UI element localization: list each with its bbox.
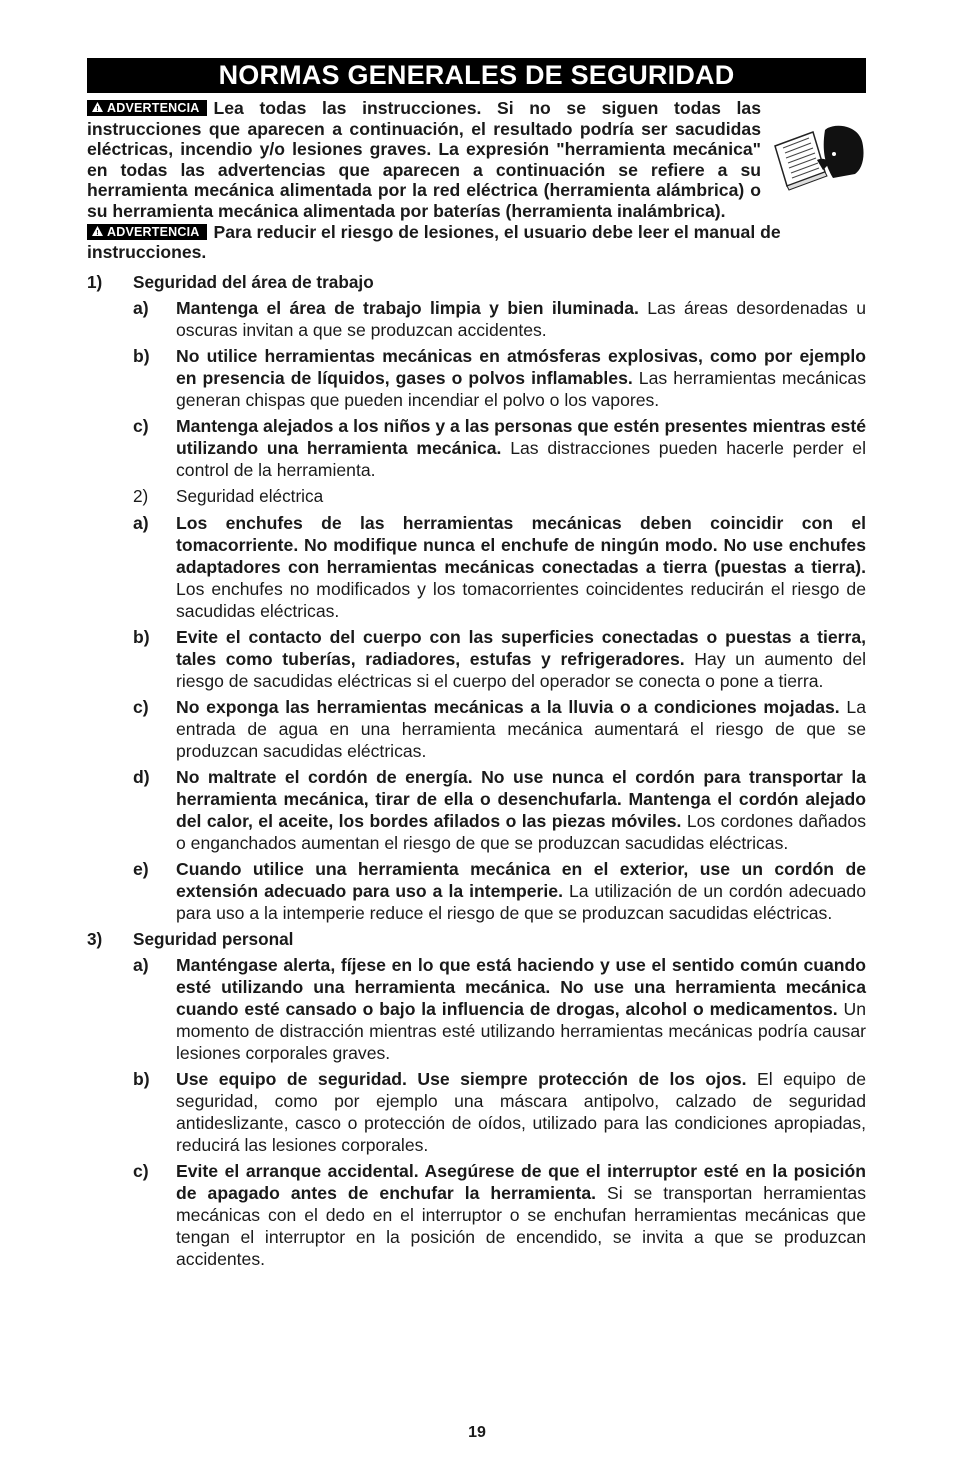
warning-badge — [87, 224, 207, 240]
item-letter: a) — [133, 298, 149, 319]
intro-warning-2-text: Para reducir el riesgo de lesiones, el usuario debe leer el manual de instrucciones. — [87, 221, 781, 263]
item-text: Hay un aumento del riesgo de sacudidas eléctricas si el cuerpo del operador se conecta o pone a tierra. — [176, 648, 867, 691]
section-heading — [87, 272, 866, 294]
item-text: La entrada de agua en una herramienta mecánica aumentará el riesgo de que se produzcan sacudidas eléctricas. — [176, 696, 866, 761]
item-text: Un momento de distracción mientras esté utilizando herramientas mecánicas podría causar lesiones corporales graves. — [176, 999, 866, 1064]
intro-warnings — [87, 98, 866, 263]
item-letter: a) — [133, 512, 149, 533]
item-text: La utilización de un cordón adecuado para uso a la intemperie reduce el riesgo de que se produzcan sacudidas eléctricas. — [176, 880, 866, 923]
intro-warning-1 — [87, 98, 761, 222]
item-text: Si se transportan herramientas mecánicas con el dedo en el interruptor o se enchufan herramientas mecánicas que tengan el interruptor en la posición de encendido, se invita a que se produzcan accidentes. — [176, 1183, 866, 1270]
section-title: Seguridad eléctrica — [176, 486, 324, 507]
warning-triangle-icon — [92, 98, 103, 119]
page-content — [87, 58, 866, 1270]
item-text: Las herramientas mecánicas generan chispas que pueden incendiar el polvo o los vapores. — [176, 368, 866, 411]
item-letter: b) — [133, 1069, 150, 1090]
list-item — [87, 1160, 866, 1270]
item-bold-text: No utilice herramientas mecánicas en atmósferas explosivas, como por ejemplo en presencia de líquidos, gases o polvos inflamables. — [176, 346, 866, 389]
item-letter: b) — [133, 346, 150, 367]
list-item — [87, 415, 866, 481]
item-bold-text: Mantenga alejados a los niños y a las personas que estén presentes mientras esté utilizando una herramienta mecánica. — [176, 416, 866, 459]
section-heading — [87, 929, 866, 951]
item-bold-text: Evite el arranque accidental. Asegúrese de que el interruptor esté en la posición de apagado antes de enchufar la herramienta. — [176, 1161, 866, 1204]
warning-triangle-icon — [92, 222, 103, 243]
item-bold-text: No maltrate el cordón de energía. No use nunca el cordón para transportar la herramienta mecánica, tirar de ella o desenchufarla. Mantenga el cordón alejado del calor, el aceite, los bordes afilados o las piezas móviles. — [176, 766, 866, 831]
item-letter: c) — [133, 416, 149, 437]
read-manual-icon — [773, 124, 867, 198]
list-item — [87, 626, 866, 692]
warning-badge-label: ADVERTENCIA — [107, 101, 200, 115]
page-number: 19 — [468, 1424, 486, 1441]
item-bold-text: Los enchufes de las herramientas mecánicas deben coincidir con el tomacorriente. No modifique nunca el enchufe de ningún modo. No use enchufes adaptadores con herramientas mecánicas conectadas a tierra (puestas a tierra). — [176, 512, 866, 577]
list-item — [87, 954, 866, 1064]
item-letter: e) — [133, 858, 149, 879]
page-title: NORMAS GENERALES DE SEGURIDAD — [87, 58, 866, 93]
section-title: Seguridad del área de trabajo — [133, 271, 374, 292]
item-text: Las áreas desordenadas u oscuras invitan a que se produzcan accidentes. — [176, 298, 867, 341]
item-text: Las distracciones pueden hacerle perder el control de la herramienta. — [176, 438, 866, 481]
item-text: Los enchufes no modificados y los tomacorrientes coincidentes reducirán el riesgo de sacudidas eléctricas. — [176, 578, 866, 621]
svg-text:!: ! — [96, 229, 99, 236]
item-bold-text: No exponga las herramientas mecánicas a la lluvia o a condiciones mojadas. — [176, 696, 840, 717]
section-title: Seguridad personal — [133, 928, 294, 949]
intro-warning-2 — [87, 222, 866, 263]
item-bold-text: Evite el contacto del cuerpo con las superficies conectadas o puestas a tierra, tales como tuberías, radiadores, estufas y refrigeradores. — [176, 626, 866, 669]
section-number: 3) — [87, 928, 103, 949]
svg-text:!: ! — [96, 106, 99, 112]
item-letter: b) — [133, 626, 150, 647]
item-bold-text: Manténgase alerta, fíjese en lo que está haciendo y use el sentido común cuando esté utilizando una herramienta mecánica. No use una herramienta mecánica cuando esté cansado o bajo la influencia de drogas, alcohol o medicamentos. — [176, 955, 866, 1020]
section-heading — [87, 486, 866, 508]
intro-warning-1-text: Lea todas las instrucciones. Si no se siguen todas las instrucciones que aparecen a continuación, el resultado podría ser sacudidas eléctricas, incendio y/o lesiones graves. La expresión "herramienta mecánica" en todas las advertencias que aparecen a continuación se refiere a su herramienta mecánica alimentada por la red eléctrica (herramienta alámbrica) o su herramienta mecánica alimentada por baterías (herramienta inalámbrica). — [87, 98, 761, 221]
list-item — [87, 858, 866, 924]
list-item — [87, 297, 866, 341]
item-bold-text: Mantenga el área de trabajo limpia y bien iluminada. — [176, 298, 639, 319]
item-bold-text: Use equipo de seguridad. Use siempre protección de los ojos. — [176, 1069, 747, 1090]
item-letter: d) — [133, 766, 150, 787]
list-item — [87, 512, 866, 622]
item-bold-text: Cuando utilice una herramienta mecánica en el exterior, use un cordón de extensión adecuado para uso a la intemperie. — [176, 858, 866, 901]
item-letter: c) — [133, 1161, 149, 1182]
item-text: El equipo de seguridad, como por ejemplo una máscara antipolvo, calzado de seguridad antideslizante, casco o protección de oídos, utilizado para las condiciones apropiadas, reducirá las lesiones corporales. — [176, 1069, 866, 1156]
item-letter: a) — [133, 955, 149, 976]
warning-badge — [87, 100, 207, 116]
list-item — [87, 345, 866, 411]
list-item — [87, 1068, 866, 1156]
list-item — [87, 696, 866, 762]
section-number: 1) — [87, 271, 103, 292]
section-number: 2) — [133, 486, 149, 507]
warning-badge-label: ADVERTENCIA — [107, 224, 200, 239]
item-text: Los cordones dañados o enganchados aumentan el riesgo de que se produzcan sacudidas eléctricas. — [176, 810, 866, 853]
item-letter: c) — [133, 696, 149, 717]
list-item — [87, 766, 866, 854]
